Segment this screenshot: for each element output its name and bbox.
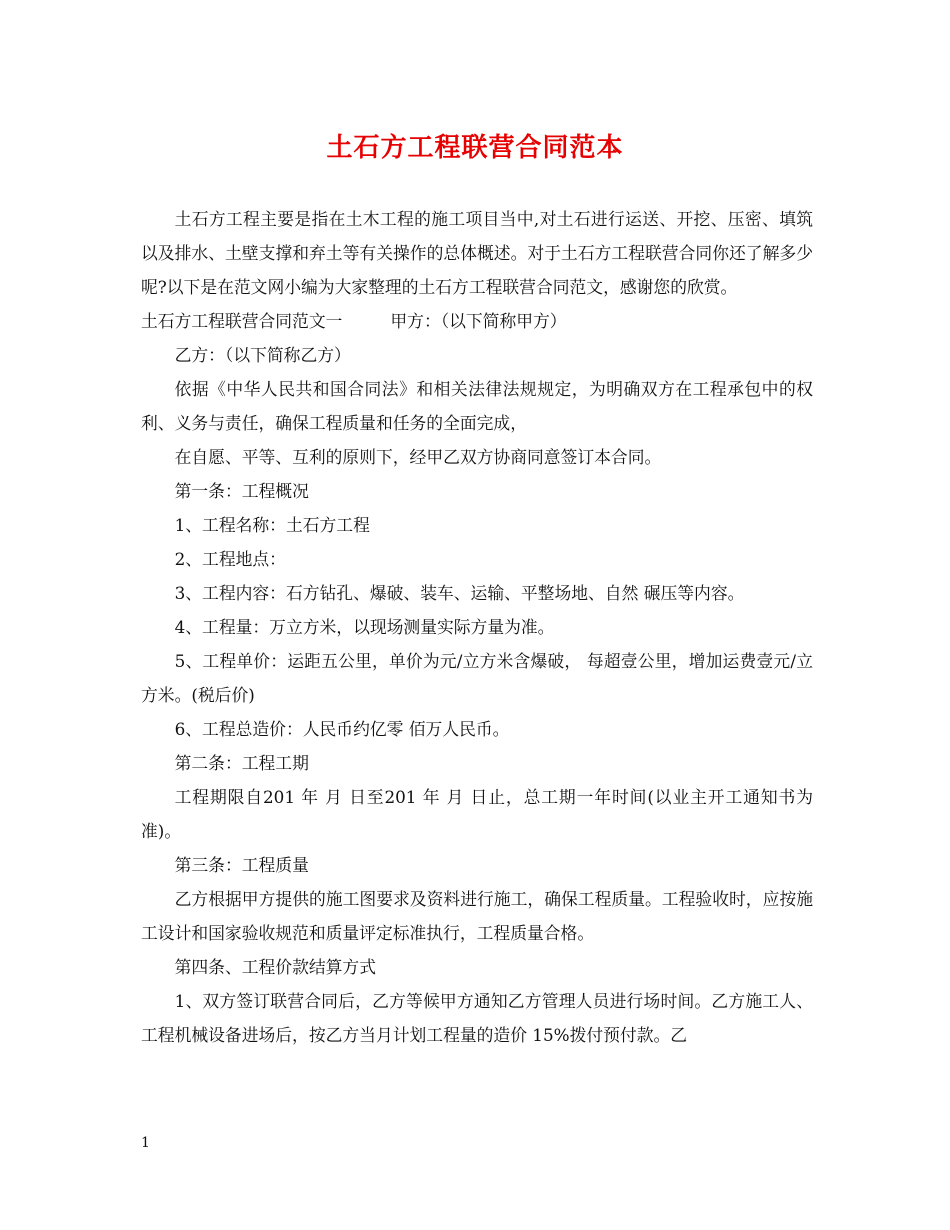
quality-paragraph: 乙方根据甲方提供的施工图要求及资料进行施工，确保工程质量。工程验收时，应按施工设计和国家验收规范和质量评定标准执行，工程质量合格。 bbox=[141, 889, 813, 943]
document-body bbox=[141, 202, 813, 1052]
article-1-item-6: 6、工程总造价：人民币约亿零 佰万人民币。 bbox=[174, 719, 510, 739]
article-1-item-4: 4、工程量：万立方米，以现场测量实际方量为准。 bbox=[174, 617, 555, 637]
article-4-item-1: 1、双方签订联营合同后，乙方等候甲方通知乙方管理人员进行场时间。乙方施工人、工程机械设备进场后，按乙方当月计划工程量的造价 15%拨付预付款。乙 bbox=[141, 991, 813, 1045]
party-a-line: 甲方：（以下简称甲方） bbox=[390, 311, 567, 331]
article-1-item-5: 5、工程单价：运距五公里，单价为元/立方米含爆破， 每超壹公里，增加运费壹元/立方米。(税后价) bbox=[141, 651, 813, 705]
page-number: 1 bbox=[141, 1135, 150, 1151]
principle-paragraph: 在自愿、平等、互利的原则下，经甲乙双方协商同意签订本合同。 bbox=[174, 447, 662, 467]
article-1-heading: 第一条：工程概况 bbox=[174, 481, 309, 501]
article-1-item-3: 3、工程内容：石方钻孔、爆破、装车、运输、平整场地、自然 碾压等内容。 bbox=[174, 583, 745, 603]
document-title: 土石方工程联营合同范本 bbox=[326, 133, 624, 163]
section-heading: 土石方工程联营合同范文一 bbox=[141, 311, 343, 331]
article-2-heading: 第二条：工程工期 bbox=[174, 753, 309, 773]
section-heading-line bbox=[141, 304, 813, 338]
period-paragraph: 工程期限自201 年 月 日至201 年 月 日止，总工期一年时间(以业主开工通知书为准)。 bbox=[141, 787, 813, 841]
basis-paragraph: 依据《中华人民共和国合同法》和相关法律法规规定，为明确双方在工程承包中的权利、义务与责任，确保工程质量和任务的全面完成， bbox=[141, 379, 813, 433]
article-3-heading: 第三条：工程质量 bbox=[174, 855, 309, 875]
article-4-heading: 第四条、工程价款结算方式 bbox=[174, 957, 376, 977]
intro-paragraph: 土石方工程主要是指在土木工程的施工项目当中,对土石进行运送、开挖、压密、填筑以及排水、土壁支撑和弃土等有关操作的总体概述。对于土石方工程联营合同你还了解多少呢?以下是在范文网小编为大家整理的土石方工程联营合同范文，感谢您的欣赏。 bbox=[141, 209, 813, 297]
article-1-item-1: 1、工程名称：土石方工程 bbox=[174, 515, 370, 535]
party-b-line: 乙方：（以下简称乙方） bbox=[174, 345, 351, 365]
article-1-item-2: 2、工程地点： bbox=[174, 549, 286, 569]
heading-gap bbox=[342, 304, 390, 338]
